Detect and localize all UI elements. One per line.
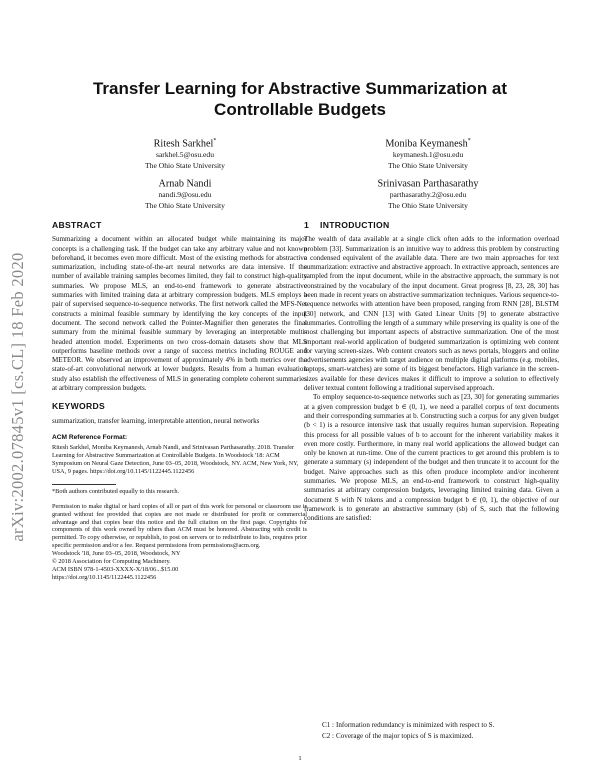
- author-block: [85, 175, 285, 211]
- section-number: 1: [304, 220, 310, 230]
- author-block: [328, 135, 528, 171]
- footnote-text: *Both authors contributed equally to this research.: [52, 487, 180, 495]
- paper-title: [60, 78, 540, 120]
- condition-item: [313, 732, 563, 742]
- title-line-2: Controllable Budgets: [214, 100, 386, 119]
- author-affiliation: The Ohio State University: [388, 160, 468, 170]
- author-name: Arnab Nandi: [158, 178, 212, 190]
- author-name: Moniba Keymanesh: [385, 138, 468, 150]
- author-block: [328, 175, 528, 211]
- venue-line: Woodstock '18, June 03–05, 2018, Woodstock, NY: [52, 550, 181, 558]
- intro-paragraph: The wealth of data available at a single click often adds to the information overload problem [33]. Summarization is an intuitive way to address this problem by constructing a condensed equivalent of the available data. There are two main approaches for text summarization: extractive and abstractive approach. In extractive approach, sentences are sampled from the input document, while in the abstractive approach, the summary is not constrained by the vocabulary of the input document. Great progress [8, 23, 28, 30] has been made in recent years on abstractive summarization techniques. Various sequence-to-sequence networks with attention have been proposed, ranging from RNN [28], BLSTM [30] network, and CNN [13] with Gated Linear Units [9] to generate abstractive summaries. Controlling the length of a summary while preserving its quality is one of the most challenging but important aspects of abstractive summarization. One of the most important real-world application of budgeted summarization is optimizing web content for varying screen-sizes. Web content creators such as news portals, bloggers and online advertisements agencies with target audience on multiple digital platforms (e.g. mobiles, laptops, smart-watches) are some of its biggest benefactors. High variance in the screen-sizes available for these devices makes it difficult to improve a solution to effectively deliver textual content following a traditional supervised approach.: [304, 235, 559, 393]
- condition-text: Information redundancy is minimized with respect to S.: [336, 721, 495, 729]
- intro-paragraph: To employ sequence-to-sequence networks such as [23, 30] for generating summaries at a given compression budget b ∈ (0, 1), we need a parallel corpus of text documents and their corresponding summaries at b. Constructing such a corpus for any given budget (b < 1) is a resource intensive task that usually requires human supervision. Repeating this process for all possible values of b to account for the inherent variability makes it even more costly. Furthermore, in many real world applications the allowed budget can only be known at run-time. One of the current practices to get around this problem is to generate a summary (s) independent of the budget and then truncate it to account for the budget. Naive approaches such as this often produce incomplete and/or incoherent summaries. We propose MLS, an end-to-end framework to construct high-quality summaries at arbitrary compression budgets, leveraging limited training data. Given a document S with N tokens and a compression budget b ∈ (0, 1), the objective of our framework is to generate an abstractive summary (sb) of S, such that the following conditions are satisfied:: [304, 393, 559, 523]
- author-email: parthasarathy.2@osu.edu: [389, 190, 467, 200]
- author-email: nandi.9@osu.edu: [158, 190, 212, 200]
- introduction-heading: [304, 221, 559, 230]
- doi-line: https://doi.org/10.1145/1122445.1122456: [52, 573, 157, 581]
- condition-label: C2 :: [322, 732, 335, 740]
- left-column: [52, 221, 307, 582]
- right-column: [304, 221, 559, 524]
- footnote-rule: [52, 484, 116, 485]
- author-block: [85, 135, 285, 171]
- author-name: Srinivasan Parthasarathy: [377, 178, 479, 190]
- condition-label: C1 :: [322, 721, 335, 729]
- author-mark: *: [467, 138, 471, 144]
- author-affiliation: The Ohio State University: [388, 200, 468, 210]
- arxiv-stamp: arXiv:2002.07845v1 [cs.CL] 18 Feb 2020: [8, 252, 27, 542]
- keywords-text: summarization, transfer learning, interpretable attention, neural networks: [52, 416, 260, 425]
- acm-reference-heading: ACM Reference Format:: [52, 433, 128, 441]
- keywords-heading: KEYWORDS: [52, 401, 106, 412]
- abstract-text: Summarizing a document within an allocated budget while maintaining its major concepts is a challenging task. If the budget can take any arbitrary value and not known beforehand, it becomes even more difficult. Most of the existing methods for abstractive summarization, including state-of-the-art neural networks are data intensive. If the number of available training samples becomes limited, they fail to construct high-quality summaries. We propose MLS, an end-to-end framework to generate abstractive summaries with limited training data at arbitrary compression budgets. MLS employs a pair of supervised sequence-to-sequence networks. The first network called the MFS-Net constructs a minimal feasible summary by identifying the key concepts of the input document. The second network called the Pointer-Magnifier then generates the final summary from the minimal feasible summary by leveraging an interpretable multi-headed attention model. Experiments on two cross-domain datasets show that MLS outperforms baseline methods over a range of success metrics including ROUGE and METEOR. We observed an improvement of approximately 4% in both metrics over the state-of-art convolutional network at lower budgets. Results from a human evaluation study also establish the effectiveness of MLS in generating complete coherent summaries at arbitrary compression budgets.: [52, 235, 307, 393]
- author-affiliation: The Ohio State University: [145, 200, 225, 210]
- condition-text: Coverage of the major topics of S is maximized.: [336, 732, 474, 740]
- author-name: Ritesh Sarkhel: [153, 138, 214, 150]
- acm-reference-text: Ritesh Sarkhel, Moniba Keymanesh, Arnab Nandi, and Srinivasan Parthasarathy. 2018. Transfer Learning for Abstractive Summarization at Controllable Budgets. In Woodstock '18: ACM Symposium on Neural Gaze Detection, June 03–05, 2018, Woodstock, NY. ACM, New York, NY, USA, 9 pages. https://doi.org/10.1145/1122445.1122456: [52, 444, 299, 475]
- copyright-line: © 2018 Association for Computing Machinery.: [52, 558, 171, 566]
- condition-item: [313, 721, 563, 731]
- author-affiliation: The Ohio State University: [145, 160, 225, 170]
- author-mark: *: [213, 138, 217, 144]
- author-email: sarkhel.5@osu.edu: [155, 150, 215, 160]
- isbn-line: ACM ISBN 978-1-4503-XXXX-X/18/06...$15.00: [52, 566, 179, 574]
- permission-notice: Permission to make digital or hard copies of all or part of this work for personal or classroom use is granted without fee provided that copies are not made or distributed for profit or commercial advantage and that copies bear this notice and the full citation on the first page. Copyrights for components of this work owned by others than ACM must be honored. Abstracting with credit is permitted. To copy otherwise, or republish, to post on servers or to redistribute to lists, requires prior specific permission and/or a fee. Request permissions from permissions@acm.org.: [52, 502, 307, 550]
- author-email: keymanesh.1@osu.edu: [392, 150, 464, 160]
- title-line-1: Transfer Learning for Abstractive Summarization at: [92, 79, 508, 98]
- page-number: 1: [298, 755, 302, 762]
- abstract-heading: ABSTRACT: [52, 220, 102, 230]
- section-title: INTRODUCTION: [320, 220, 390, 230]
